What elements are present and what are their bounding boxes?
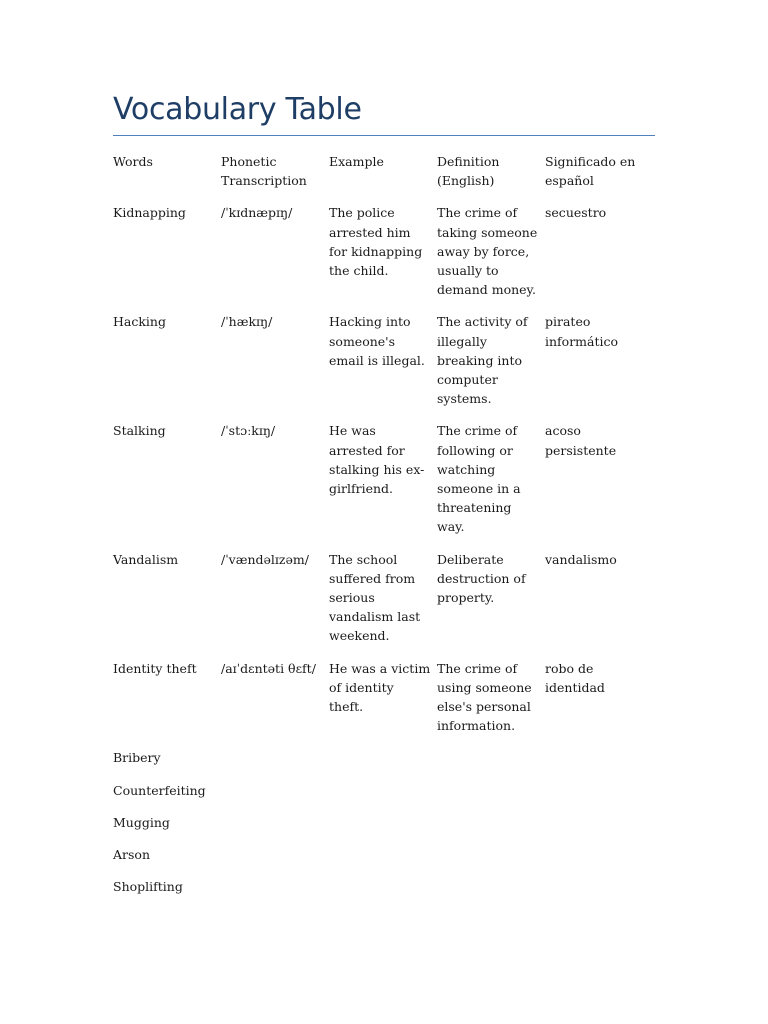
cell-word: Stalking bbox=[113, 423, 166, 439]
cell-spanish bbox=[545, 748, 655, 780]
cell-spanish: secuestro bbox=[545, 205, 607, 221]
cell-word: Identity theft bbox=[113, 660, 197, 676]
cell-definition: The activity of illegally breaking into computer systems. bbox=[437, 314, 528, 407]
cell-word: Vandalism bbox=[113, 551, 179, 567]
cell-spanish bbox=[545, 781, 655, 813]
cell-word: Counterfeiting bbox=[113, 782, 206, 798]
cell-spanish bbox=[545, 813, 655, 845]
cell-word: Arson bbox=[113, 847, 150, 863]
cell-phonetic: /aɪˈdɛntəti θɛft/ bbox=[221, 660, 316, 676]
table-row bbox=[113, 877, 655, 909]
cell-word: Kidnapping bbox=[113, 205, 186, 221]
cell-example bbox=[329, 845, 437, 877]
cell-example: Hacking into someone's email is illegal. bbox=[329, 314, 425, 368]
cell-definition bbox=[437, 748, 545, 780]
table-row bbox=[113, 748, 655, 780]
cell-example: The school suffered from serious vandalism last weekend. bbox=[329, 551, 421, 644]
cell-phonetic: /ˈkɪdnæpɪŋ/ bbox=[221, 205, 293, 221]
cell-definition bbox=[437, 813, 545, 845]
cell-spanish: pirateo informático bbox=[545, 314, 619, 349]
cell-definition: The crime of following or watching someone in a threatening way. bbox=[437, 423, 521, 535]
header-definition: Definition (English) bbox=[437, 154, 500, 189]
cell-example bbox=[329, 781, 437, 813]
cell-definition: Deliberate destruction of property. bbox=[437, 551, 526, 606]
table-row bbox=[113, 659, 655, 749]
cell-definition bbox=[437, 781, 545, 813]
table-row bbox=[113, 203, 655, 312]
table-row bbox=[113, 312, 655, 421]
cell-word: Bribery bbox=[113, 750, 161, 766]
cell-definition: The crime of taking someone away by force, usually to demand money. bbox=[437, 205, 538, 298]
header-spanish: Significado en español bbox=[545, 154, 636, 189]
cell-example bbox=[329, 813, 437, 845]
cell-phonetic: /ˈvændəlɪzəm/ bbox=[221, 551, 309, 567]
cell-phonetic bbox=[221, 781, 329, 813]
cell-phonetic: /ˈstɔːkɪŋ/ bbox=[221, 423, 276, 439]
header-phonetic: Phonetic Transcription bbox=[221, 154, 307, 189]
cell-spanish bbox=[545, 845, 655, 877]
cell-definition bbox=[437, 845, 545, 877]
cell-example bbox=[329, 877, 437, 909]
cell-spanish: robo de identidad bbox=[545, 660, 605, 695]
table-row bbox=[113, 845, 655, 877]
title-underline bbox=[113, 135, 655, 136]
cell-spanish bbox=[545, 877, 655, 909]
cell-phonetic bbox=[221, 845, 329, 877]
document-title: Vocabulary Table bbox=[113, 92, 362, 127]
vocabulary-table bbox=[113, 152, 655, 910]
cell-phonetic: /ˈhækɪŋ/ bbox=[221, 314, 273, 330]
cell-spanish: acoso persistente bbox=[545, 423, 617, 458]
cell-word: Hacking bbox=[113, 314, 166, 330]
cell-spanish: vandalismo bbox=[545, 551, 617, 567]
cell-word: Shoplifting bbox=[113, 879, 183, 895]
document-page bbox=[113, 92, 655, 910]
table-row bbox=[113, 781, 655, 813]
cell-phonetic bbox=[221, 813, 329, 845]
table-header-row bbox=[113, 152, 655, 203]
cell-definition: The crime of using someone else's personal information. bbox=[437, 660, 532, 734]
cell-example bbox=[329, 748, 437, 780]
table-row bbox=[113, 813, 655, 845]
cell-example: The police arrested him for kidnapping the child. bbox=[329, 205, 423, 279]
cell-example: He was arrested for stalking his ex-girlfriend. bbox=[329, 423, 425, 497]
cell-phonetic bbox=[221, 877, 329, 909]
table-row bbox=[113, 550, 655, 659]
cell-definition bbox=[437, 877, 545, 909]
table-row bbox=[113, 421, 655, 549]
cell-word: Mugging bbox=[113, 814, 170, 830]
cell-phonetic bbox=[221, 748, 329, 780]
header-words: Words bbox=[113, 154, 153, 169]
header-example: Example bbox=[329, 154, 384, 169]
cell-example: He was a victim of identity theft. bbox=[329, 660, 431, 715]
